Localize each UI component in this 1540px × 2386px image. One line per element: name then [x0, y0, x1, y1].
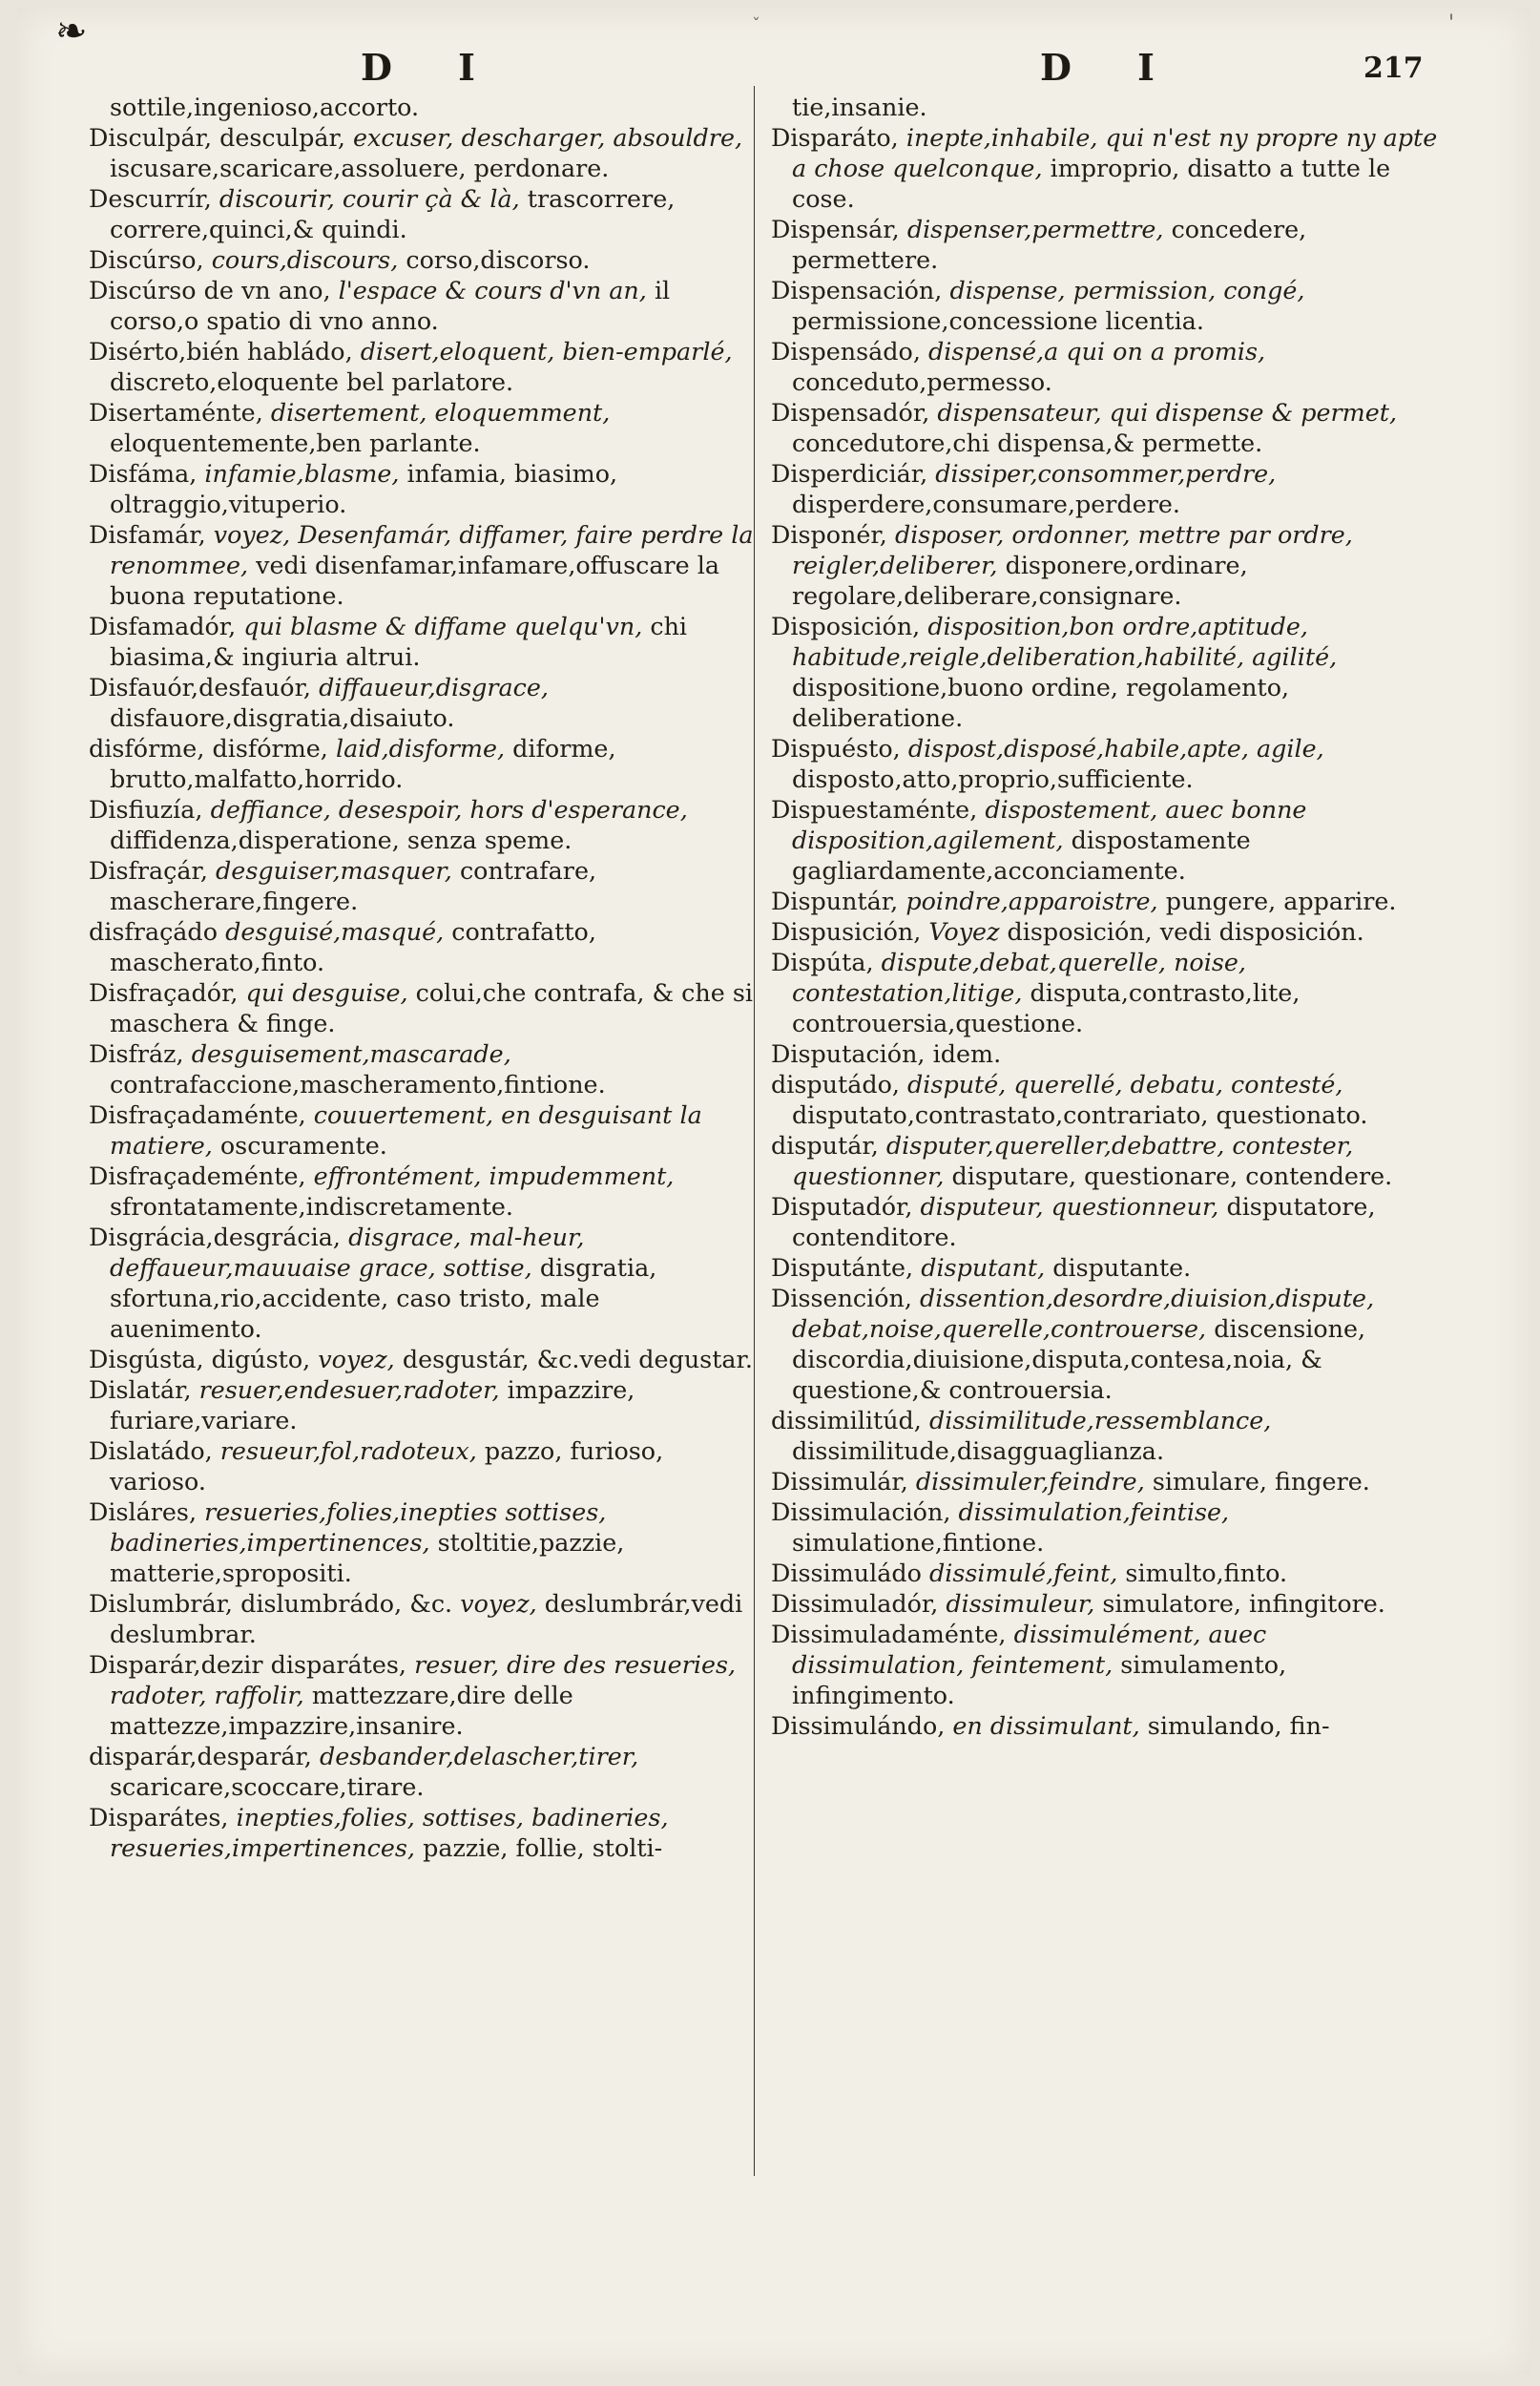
french-gloss: couuertement, en desguisant la matiere, [110, 1100, 702, 1160]
italian-gloss: simulare, fingere. [1152, 1467, 1370, 1496]
dictionary-entry [771, 458, 1439, 519]
headword: Dissimulación, [771, 1497, 951, 1526]
italian-gloss: concedere, permettere. [792, 215, 1307, 274]
french-gloss: dispenser,permettre, [906, 215, 1164, 243]
dictionary-entry [89, 855, 757, 916]
dictionary-entry [771, 336, 1439, 397]
french-gloss: qui desguise, [245, 978, 408, 1007]
french-gloss: disposition,bon ordre,aptitude, habitude,reigle,deliberation,habilité, agilité, [792, 612, 1338, 671]
dictionary-entry [89, 1222, 757, 1344]
dictionary-entry [771, 1405, 1439, 1466]
dictionary-entry [89, 611, 757, 672]
italian-gloss: dispostamente gagliardamente,acconciamente. [792, 826, 1251, 885]
dictionary-entry [89, 1588, 757, 1649]
italian-gloss: idem. [932, 1039, 1002, 1068]
dictionary-entry [771, 1619, 1439, 1710]
french-gloss: dispost,disposé,habile,apte, agile, [907, 734, 1324, 763]
italian-gloss: discensione, discordia,diuisione,disputa,contesa,noia, & questione,& controuersia. [792, 1314, 1366, 1404]
italian-gloss: impazzire, furiare,variare. [110, 1375, 635, 1434]
headword: Dissimulándo, [771, 1711, 946, 1740]
headword: Disputadór, [771, 1192, 913, 1221]
dictionary-entry [771, 1710, 1439, 1741]
italian-gloss: disperdere,consumare,perdere. [792, 490, 1180, 518]
headword: Dispensación, [771, 276, 943, 304]
headword: Disputación, [771, 1039, 926, 1068]
dictionary-entry [771, 886, 1439, 916]
headword: Disponér, [771, 520, 887, 549]
italian-gloss: scaricare,scoccare,tirare. [110, 1772, 425, 1801]
headword: Dissención, [771, 1284, 912, 1312]
italian-gloss: disputare, questionare, contendere. [951, 1162, 1393, 1190]
french-gloss: qui blasme & diffame quelqu'vn, [243, 612, 643, 640]
italian-gloss: il corso,o spatio di vno anno. [110, 276, 671, 335]
headword: Disláres, [89, 1497, 198, 1526]
dictionary-entry [89, 977, 757, 1038]
headword: Disgústa, digústo, [89, 1345, 311, 1373]
dictionary-entry [771, 1466, 1439, 1496]
french-gloss: dissimulation,feintise, [958, 1497, 1230, 1526]
headword: Dispuésto, [771, 734, 901, 763]
italian-gloss: contrafare, mascherare,fingere. [110, 856, 597, 915]
dictionary-entry [89, 1741, 757, 1802]
italian-gloss: disgratia, sfortuna,rio,accidente, caso tristo, male auenimento. [110, 1253, 657, 1343]
french-gloss: dispense, permission, congé, [949, 276, 1305, 304]
dictionary-entry [89, 183, 757, 244]
headword: Discúrso, [89, 245, 204, 274]
french-gloss: disputer,quereller,debattre, contester, questionner, [792, 1131, 1354, 1190]
headword: Disfraçademénte, [89, 1162, 306, 1190]
french-gloss: voyez, Desenfamár, diffamer, faire perdre la renommee, [110, 520, 754, 579]
running-head-left: D I [361, 46, 502, 89]
italian-gloss: chi biasima,& ingiuria altrui. [110, 612, 688, 671]
headword: disputár, [771, 1131, 879, 1160]
headword: Disfiuzía, [89, 795, 203, 824]
french-gloss: disertement, eloquemment, [270, 398, 611, 427]
french-gloss: resuer,endesuer,radoter, [198, 1375, 500, 1404]
french-gloss: dissention,desordre,diuision,dispute, debat,noise,querelle,controuerse, [792, 1284, 1375, 1343]
headword: Dispuestaménte, [771, 795, 978, 824]
dictionary-entry [89, 1496, 757, 1588]
headword: Disputánte, [771, 1253, 914, 1282]
page-number: 217 [1363, 52, 1424, 85]
dictionary-entry [89, 244, 757, 275]
italian-gloss: disputante. [1052, 1253, 1192, 1282]
french-gloss: dissimilitude,ressemblance, [928, 1406, 1272, 1434]
italian-gloss: colui,che contrafa, & che si maschera & finge. [110, 978, 753, 1037]
dictionary-entry [771, 611, 1439, 733]
dictionary-entry [89, 1038, 757, 1099]
dictionary-entry [771, 1069, 1439, 1130]
italian-gloss: diffidenza,disperatione, senza speme. [110, 826, 572, 854]
dictionary-entry [771, 1496, 1439, 1558]
headword: Disfraçadór, [89, 978, 239, 1007]
headword: disfraçádo [89, 917, 218, 946]
headword: Disfáma, [89, 459, 198, 488]
italian-gloss: corso,discorso. [406, 245, 591, 274]
dictionary-entry [89, 916, 757, 977]
italian-gloss: contrafaccione,mascheramento,fintione. [110, 1070, 606, 1099]
italian-gloss: vedi disenfamar,infamare,offuscare la buona reputatione. [110, 551, 719, 610]
italian-gloss: iscusare,scaricare,assoluere, perdonare. [110, 154, 610, 182]
headword: disfórme, disfórme, [89, 734, 328, 763]
french-gloss: desbander,delascher,tirer, [319, 1742, 639, 1770]
dictionary-entry [771, 1283, 1439, 1405]
headword: Dispensadór, [771, 398, 930, 427]
french-gloss: laid,disforme, [335, 734, 506, 763]
headword: Disposición, [771, 612, 921, 640]
italian-gloss: simulamento, infingimento. [792, 1650, 1287, 1709]
italian-gloss: pazzo, furioso, varioso. [110, 1436, 664, 1496]
dictionary-entry [89, 275, 757, 336]
right-column [771, 92, 1439, 1741]
headword: disparár,desparár, [89, 1742, 312, 1770]
french-gloss: effrontément, impudemment, [313, 1162, 675, 1190]
french-gloss: disputé, querellé, debatu, contesté, [907, 1070, 1343, 1099]
headword: Disfamadór, [89, 612, 237, 640]
headword: Dissimuladaménte, [771, 1620, 1007, 1648]
french-gloss: en dissimulant, [952, 1711, 1140, 1740]
french-gloss: diffaueur,disgrace, [319, 673, 549, 701]
french-gloss: dissiper,consommer,perdre, [935, 459, 1277, 488]
italian-gloss: eloquentemente,ben parlante. [110, 429, 481, 457]
dictionary-entry [89, 397, 757, 458]
dictionary-entry [771, 397, 1439, 458]
center-mark: ˇ [752, 15, 760, 35]
french-gloss: dissimuler,feindre, [915, 1467, 1145, 1496]
dictionary-page [17, 8, 1530, 2375]
italian-gloss: discreto,eloquente bel parlatore. [110, 367, 514, 396]
italian-gloss: disputatore, contenditore. [792, 1192, 1376, 1251]
french-gloss: poindre,apparoistre, [905, 887, 1158, 915]
dictionary-entry [771, 794, 1439, 886]
headword: Dislatár, [89, 1375, 192, 1404]
headword: Dispusición, [771, 917, 922, 946]
running-head-right: D I [1040, 46, 1181, 89]
italian-gloss: tie,insanie. [792, 93, 927, 121]
headword: Disfráz, [89, 1039, 184, 1068]
headword: Dissimulár, [771, 1467, 908, 1496]
french-gloss: desguisé,masqué, [225, 917, 445, 946]
headword: Disfamár, [89, 520, 206, 549]
headword: Disculpár, desculpár, [89, 123, 345, 152]
dictionary-entry [89, 122, 757, 183]
italian-gloss: sottile,ingenioso,accorto. [110, 93, 420, 121]
italian-gloss: diforme, brutto,malfatto,horrido. [110, 734, 616, 793]
dictionary-entry [771, 947, 1439, 1038]
dictionary-entry [89, 336, 757, 397]
dictionary-entry [771, 1191, 1439, 1252]
dictionary-entry [771, 122, 1439, 214]
headword: disputádo, [771, 1070, 900, 1099]
dictionary-entry [89, 1802, 757, 1863]
french-gloss: l'espace & cours d'vn an, [338, 276, 647, 304]
italian-gloss: simulto,finto. [1125, 1559, 1288, 1587]
dictionary-entry [771, 1038, 1439, 1069]
french-gloss: cours,discours, [211, 245, 399, 274]
french-gloss: dissimulément, auec dissimulation, feintement, [792, 1620, 1267, 1679]
french-gloss: dispute,debat,querelle, noise, contestation,litige, [792, 948, 1246, 1007]
edge-mark: ' [1448, 11, 1455, 35]
french-gloss: Voyez [928, 917, 1000, 946]
headword: Descurrír, [89, 184, 212, 213]
dictionary-entry [89, 1161, 757, 1222]
dictionary-entry [89, 733, 757, 794]
dictionary-entry [89, 1649, 757, 1741]
italian-gloss: disposto,atto,proprio,sufficiente. [792, 764, 1194, 793]
headword: Disparátes, [89, 1803, 229, 1831]
italian-gloss: sfrontatamente,indiscretamente. [110, 1192, 513, 1221]
french-gloss: disposer, ordonner, mettre par ordre, reigler,deliberer, [792, 520, 1353, 579]
french-gloss: desguisement,mascarade, [191, 1039, 511, 1068]
headword: Disfraçadaménte, [89, 1100, 306, 1129]
french-gloss: disert,eloquent, bien-emparlé, [360, 337, 733, 366]
french-gloss: voyez, [318, 1345, 395, 1373]
italian-gloss: infamia, biasimo, oltraggio,vituperio. [110, 459, 618, 518]
french-gloss: dissimulé,feint, [928, 1559, 1118, 1587]
dictionary-entry [771, 916, 1439, 947]
french-gloss: dispostement, auec bonne disposition,agilement, [792, 795, 1307, 854]
headword: Disfraçár, [89, 856, 208, 885]
italian-gloss: improprio, disatto a tutte le cose. [792, 154, 1391, 213]
headword: Dispensár, [771, 215, 900, 243]
french-gloss: resueries,folies,inepties sottises, badineries,impertinences, [110, 1497, 607, 1557]
italian-gloss: oscuramente. [219, 1131, 387, 1160]
italian-gloss: disputa,contrasto,lite, controuersia,questione. [792, 978, 1301, 1037]
french-gloss: inepties,folies, sottises, badineries, resueries,impertinences, [110, 1803, 669, 1862]
column-divider [754, 86, 755, 2176]
headword: Dispúta, [771, 948, 874, 976]
dictionary-entry [771, 275, 1439, 336]
dictionary-entry [89, 1435, 757, 1496]
dictionary-entry [89, 1099, 757, 1161]
italian-gloss: disponere,ordinare, regolare,deliberare,consignare. [792, 551, 1248, 610]
headword: Dislatádo, [89, 1436, 213, 1465]
dictionary-entry [771, 1588, 1439, 1619]
dictionary-entry [89, 519, 757, 611]
headword: Disparáto, [771, 123, 899, 152]
italian-gloss: pungere, apparire. [1165, 887, 1397, 915]
french-gloss: disputant, [921, 1253, 1046, 1282]
dictionary-entry [771, 1252, 1439, 1283]
headword: Dispensádo, [771, 337, 921, 366]
italian-gloss: concedutore,chi dispensa,& permette. [792, 429, 1263, 457]
corner-ornament: ❧ [55, 10, 88, 53]
headword: Dissimuládo [771, 1559, 922, 1587]
french-gloss: infamie,blasme, [204, 459, 400, 488]
italian-gloss: dissimilitude,disagguaglianza. [792, 1436, 1165, 1465]
headword: Disérto,bién habládo, [89, 337, 353, 366]
dictionary-entry [89, 794, 757, 855]
headword: Dissimuladór, [771, 1589, 939, 1618]
french-gloss: disputeur, questionneur, [920, 1192, 1219, 1221]
dictionary-entry [771, 214, 1439, 275]
dictionary-entry [89, 1374, 757, 1435]
italian-gloss: contrafatto, mascherato,finto. [110, 917, 596, 976]
french-gloss: inepte,inhabile, qui n'est ny propre ny apte a chose quelconque, [792, 123, 1438, 182]
dictionary-entry [771, 519, 1439, 611]
left-column [89, 92, 757, 1863]
dictionary-entry [89, 92, 757, 122]
italian-gloss: simulatore, infingitore. [1102, 1589, 1385, 1618]
headword: Discúrso de vn ano, [89, 276, 331, 304]
french-gloss: disgrace, mal-heur, deffaueur,mauuaise grace, sottise, [110, 1223, 585, 1282]
dictionary-entry [771, 92, 1439, 122]
italian-gloss: mattezzare,dire delle mattezze,impazzire,insanire. [110, 1681, 573, 1740]
dictionary-entry [771, 1130, 1439, 1191]
italian-gloss: disposición, vedi disposición. [1007, 917, 1364, 946]
headword: Dispuntár, [771, 887, 899, 915]
italian-gloss: permissione,concessione licentia. [792, 306, 1204, 335]
dictionary-entry [89, 672, 757, 733]
french-gloss: resuer, dire des resueries, radoter, raffolir, [110, 1650, 737, 1709]
french-gloss: resueur,fol,radoteux, [219, 1436, 477, 1465]
italian-gloss: stoltitie,pazzie, matterie,spropositi. [110, 1528, 625, 1587]
headword: Disgrácia,desgrácia, [89, 1223, 341, 1251]
headword: Disertaménte, [89, 398, 263, 427]
french-gloss: deffiance, desespoir, hors d'esperance, [210, 795, 688, 824]
french-gloss: desguiser,masquer, [216, 856, 452, 885]
italian-gloss: trascorrere, correre,quinci,& quindi. [110, 184, 676, 243]
italian-gloss: deslumbrár,vedi deslumbrar. [110, 1589, 743, 1648]
italian-gloss: dispositione,buono ordine, regolamento, deliberatione. [792, 673, 1290, 732]
dictionary-entry [89, 458, 757, 519]
italian-gloss: simulatione,fintione. [792, 1528, 1045, 1557]
french-gloss: voyez, [460, 1589, 537, 1618]
headword: Disparár,dezir disparátes, [89, 1650, 406, 1679]
headword: Disperdiciár, [771, 459, 928, 488]
dictionary-entry [89, 1344, 757, 1374]
headword: Disfauór,desfauór, [89, 673, 312, 701]
french-gloss: excuser, descharger, absouldre, [352, 123, 743, 152]
french-gloss: discourir, courir çà & là, [219, 184, 520, 213]
italian-gloss: disputato,contrastato,contrariato, questionato. [792, 1100, 1368, 1129]
headword: Dislumbrár, dislumbrádo, &c. [89, 1589, 453, 1618]
italian-gloss: disfauore,disgratia,disaiuto. [110, 703, 455, 732]
french-gloss: dispensé,a qui on a promis, [928, 337, 1266, 366]
italian-gloss: simulando, fin- [1147, 1711, 1330, 1740]
italian-gloss: pazzie, follie, stolti- [423, 1833, 663, 1862]
dictionary-entry [771, 733, 1439, 794]
french-gloss: dispensateur, qui dispense & permet, [937, 398, 1398, 427]
italian-gloss: desgustár, &c.vedi degustar. [402, 1345, 753, 1373]
headword: dissimilitúd, [771, 1406, 922, 1434]
italian-gloss: conceduto,permesso. [792, 367, 1052, 396]
dictionary-entry [771, 1558, 1439, 1588]
french-gloss: dissimuleur, [946, 1589, 1095, 1618]
